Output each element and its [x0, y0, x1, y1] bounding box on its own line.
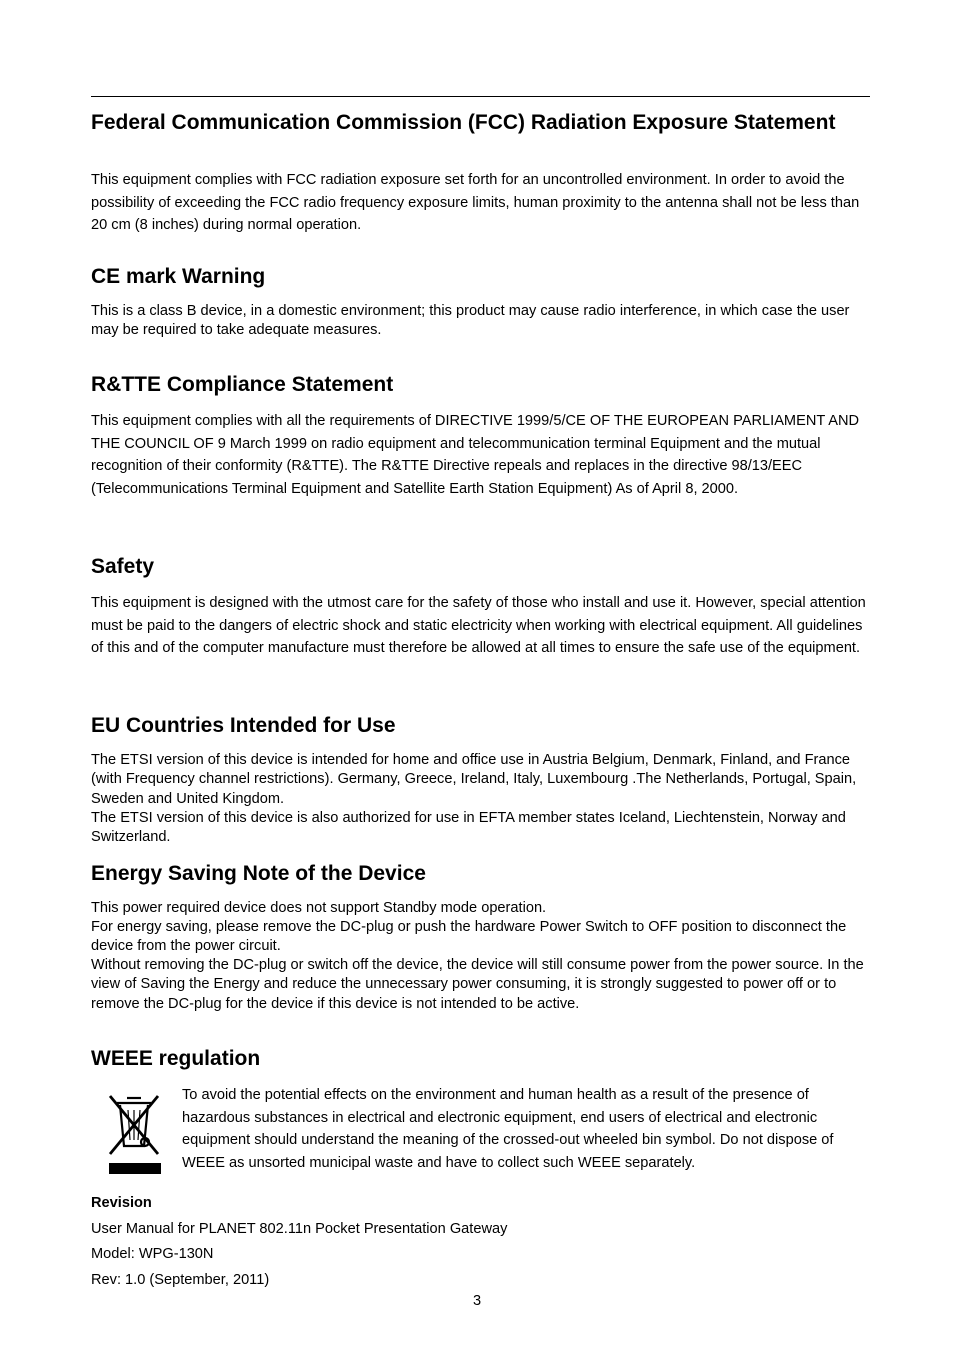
safety-paragraph: This equipment is designed with the utmost care for the safety of those who install and use it. However, special attention must be paid to the dangers of electric shock and static electricity when working with electrical equipment. All guidelines of this and of the computer manufacture must therefore be allowed at all times to ensure the safe use of the equipment. [91, 595, 866, 656]
energy-heading: Energy Saving Note of the Device [91, 862, 426, 885]
rtte-paragraph: This equipment complies with all the requirements of DIRECTIVE 1999/5/CE OF THE EUROPEAN PARLIAMENT AND THE COUNCIL OF 9 March 1999 on radio equipment and telecommunication terminal Equipment and the mutual recognition of their conformity (R&TTE). The R&TTE Directive repeals and replaces in the directive 98/13/EEC (Telecommunications Terminal Equipment and Satellite Earth Station Equipment) As of April 8, 2000. [91, 413, 860, 497]
fcc-heading: Federal Communication Commission (FCC) Radiation Exposure Statement [91, 111, 836, 134]
eu-paragraph-2: The ETSI version of this device is also authorized for use in EFTA member states Iceland, Liechtenstein, Norway and Switzerland. [91, 810, 846, 846]
eu-paragraph-1: The ETSI version of this device is intended for home and office use in Austria Belgium, Denmark, Finland, and France (with Frequency channel restrictions). Germany, Greece, Ireland, Italy, Luxembourg .The Netherlands, Portugal, Spain, Sweden and United Kingdom. [91, 752, 857, 807]
revision-model-line: Model: WPG-130N [91, 1246, 214, 1262]
crossed-out-wheeled-bin-icon [104, 1090, 164, 1178]
eu-heading: EU Countries Intended for Use [91, 714, 396, 737]
safety-heading: Safety [91, 555, 155, 578]
rtte-heading: R&TTE Compliance Statement [91, 373, 394, 396]
page-number: 3 [472, 1293, 482, 1309]
weee-paragraph: To avoid the potential effects on the environment and human health as a result of the presence of hazardous substances in electrical and electronic equipment, end users of electrical and electronic equipment should understand the meaning of the crossed-out wheeled bin symbol. Do not dispose of WEEE as unsorted municipal waste and have to collect such WEEE separately. [182, 1087, 834, 1171]
energy-paragraph-1: This power required device does not support Standby mode operation. [91, 900, 547, 916]
revision-manual-line: User Manual for PLANET 802.11n Pocket Presentation Gateway [91, 1221, 508, 1237]
energy-paragraph-2: For energy saving, please remove the DC-plug or push the hardware Power Switch to OFF position to disconnect the device from the power circuit. [91, 919, 847, 955]
weee-heading: WEEE regulation [91, 1047, 261, 1070]
revision-title: Revision [91, 1195, 152, 1211]
energy-paragraph-3: Without removing the DC-plug or switch off the device, the device will still consume power from the power source. In the view of Saving the Energy and reduce the unnecessary power consuming, it is strongly suggested to power off or to remove the DC-plug for the device if this device is not intended to be active. [91, 957, 864, 1012]
fcc-paragraph: This equipment complies with FCC radiation exposure set forth for an uncontrolled environment. In order to avoid the possibility of exceeding the FCC radio frequency exposure limits, human proximity to the antenna shall not be less than 20 cm (8 inches) during normal operation. [91, 172, 860, 233]
header-rule [91, 96, 870, 97]
revision-rev-line: Rev: 1.0 (September, 2011) [91, 1272, 270, 1288]
ce-paragraph: This is a class B device, in a domestic environment; this product may cause radio interference, in which case the user may be required to take adequate measures. [91, 303, 850, 339]
ce-heading: CE mark Warning [91, 265, 266, 288]
